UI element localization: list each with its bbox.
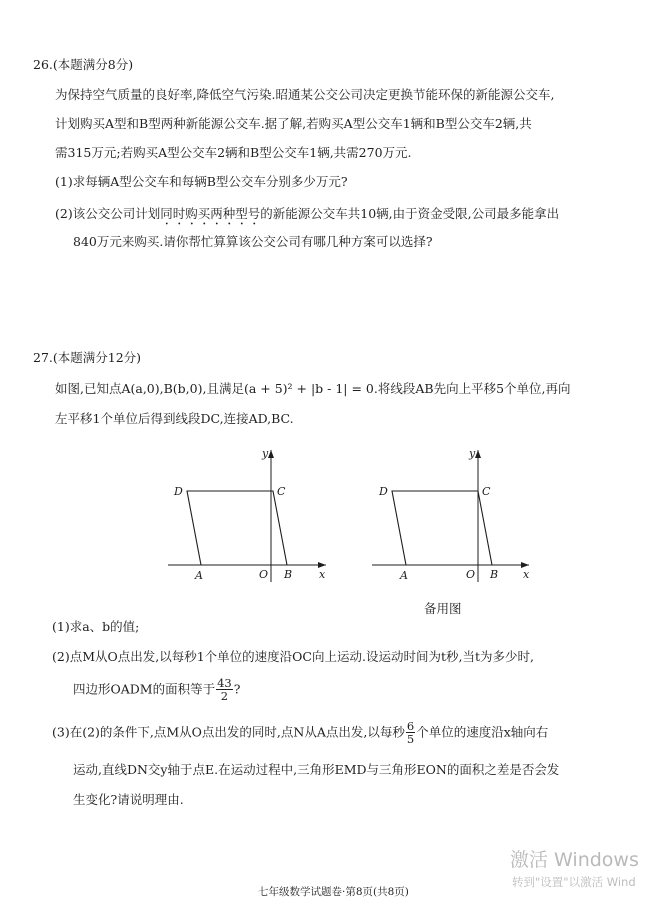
fraction-denominator: 2	[220, 689, 229, 704]
y-axis-arrow	[268, 450, 274, 458]
q27-part-1: (1)求a、b的值;	[52, 619, 140, 634]
y-axis-arrow	[475, 450, 481, 458]
fraction-43-over-2	[216, 677, 233, 702]
q26-part-2-line-1	[55, 206, 559, 228]
fraction-numerator: 6	[406, 719, 415, 733]
segment-adcb	[392, 491, 492, 565]
label-d: D	[379, 485, 388, 498]
q26-intro-line-1: 为保持空气质量的良好率,降低空气污染.昭通某公交公司决定更换节能环保的新能源公交车,	[55, 87, 555, 102]
fraction-numerator: 43	[217, 676, 232, 690]
q27-part-3-line-1	[52, 720, 548, 745]
q27-part-3-text-after: 个单位的速度沿x轴向右	[416, 724, 549, 740]
label-y: y	[262, 447, 269, 460]
q27-part-2-line-2	[73, 677, 240, 702]
watermark-title: 激活 Windows	[510, 849, 639, 871]
label-d: D	[174, 485, 183, 498]
watermark-subtitle: 转到"设置"以激活 Wind	[512, 875, 636, 889]
q26-part-2-before: (2)该公交公司计划	[55, 206, 161, 221]
q27-part-2-text: 四边形OADM的面积等于	[73, 681, 216, 697]
q27-part-2-line-1: (2)点M从O点出发,以每秒1个单位的速度沿OC向上运动.设运动时间为t秒,当t为多少时,	[52, 649, 534, 664]
label-b: B	[284, 568, 293, 581]
figure-backup	[372, 444, 542, 584]
label-a: A	[400, 569, 408, 582]
fraction-denominator: 5	[406, 732, 415, 747]
q26-header: 26.(本题满分8分)	[33, 57, 134, 72]
q27-intro-line-2: 左平移1个单位后得到线段DC,连接AD,BC.	[55, 411, 294, 426]
label-x: x	[523, 568, 530, 581]
label-x: x	[319, 568, 326, 581]
label-c: C	[277, 485, 286, 498]
q27-part-3-text-before: (3)在(2)的条件下,点M从O点出发的同时,点N从A点出发,以每秒	[52, 724, 405, 740]
label-a: A	[195, 569, 203, 582]
q26-part-1: (1)求每辆A型公交车和每辆B型公交车分别多少万元?	[55, 174, 348, 189]
fraction-6-over-5	[406, 720, 415, 745]
q26-intro-line-2: 计划购买A型和B型两种新能源公交车.据了解,若购买A型公交车1辆和B型公交车2辆,共	[55, 116, 532, 131]
q26-part-2-after: 的新能源公交车共10辆,由于资金受限,公司最多能拿出	[260, 206, 560, 221]
q27-header: 27.(本题满分12分)	[33, 350, 142, 365]
q26-part-2-line-2: 840万元来购买.请你帮忙算算该公交公司有哪几种方案可以选择?	[73, 234, 433, 249]
segment-adcb	[187, 491, 287, 565]
q27-part-3-line-2: 运动,直线DN交y轴于点E.在运动过程中,三角形EMD与三角形EON的面积之差是否会发	[73, 762, 560, 777]
figure-main	[168, 444, 338, 584]
q27-part-2-question-mark: ?	[233, 681, 241, 697]
q27-part-3-line-3: 生变化?请说明理由.	[73, 792, 184, 807]
label-b: B	[490, 568, 499, 581]
q26-part-2-dotted: 同时购买两种型号	[160, 206, 261, 221]
backup-figure-caption: 备用图	[424, 601, 462, 616]
label-c: C	[482, 485, 491, 498]
label-y: y	[469, 447, 476, 460]
q27-intro-line-1: 如图,已知点A(a,0),B(b,0),且满足(a + 5)² + |b - 1| = 0.将线段AB先向上平移5个单位,再向	[55, 381, 571, 396]
label-o: O	[259, 568, 269, 581]
page-footer: 七年级数学试题卷·第8页(共8页)	[258, 886, 409, 898]
q26-intro-line-3: 需315万元;若购买A型公交车2辆和B型公交车1辆,共需270万元.	[55, 145, 412, 160]
label-o: O	[466, 568, 476, 581]
